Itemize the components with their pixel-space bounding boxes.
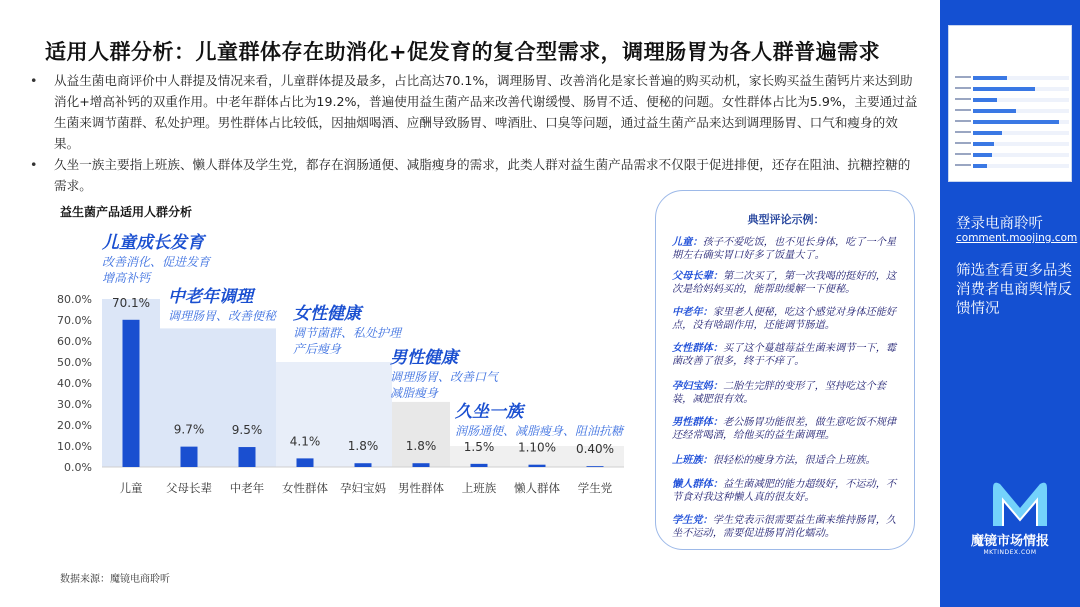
y-tick-label: 30.0% [57,398,92,411]
x-category-label: 男性群体 [398,481,444,495]
x-category-label: 上班族 [461,481,497,495]
y-tick-label: 20.0% [57,419,92,432]
bullet-item: • 从益生菌电商评价中人群提及情况来看，儿童群体提及最多，占比高达70.1%，调理肠胃、改善消化是家长普遍的购买动机，家长购买益生菌钙片来达到助消化+增高补钙的双重作用。中老年群体占比为19.2%，普遍使用益生菌产品来改善代谢缓慢、肠胃不适、便秘的问题。女性群体占比为5.9%，主要通过益生菌来调节菌群、私处护理。男性群体占比较低，因抽烟喝酒、应酬导致肠胃、啤酒肚、口臭等问题，通过益生菌产品来达到调理肠胃、口气和瘦身的效果。 [30,70,922,154]
review-audience: 学生党： [672,515,713,526]
group-description: 调理肠胃、改善便秘 [168,309,277,323]
review-panel [655,190,915,550]
x-category-label: 父母长辈 [166,481,212,495]
sidebar-description: 筛选查看更多品类消费者电商舆情反馈情况 [956,263,1072,317]
brand-logo-icon [985,478,1055,528]
review-text: 学生党表示很需要益生菌来维持肠胃，久坐不运动，需要促进肠胃消化蠕动。 [672,515,897,539]
review-audience: 儿童： [672,237,703,248]
review-text: 第二次买了，第一次我喝的挺好的，这次是给妈妈买的，能帮助缓解一下便秘。 [672,271,897,295]
review-item [672,343,906,368]
bar [297,458,314,467]
review-text: 益生菌减肥的能力超级好，不运动，不节食对我这种懒人真的很友好。 [672,479,897,503]
brand-name: 魔镜市场情报 [970,534,1049,549]
group-description: 调理肠胃、改善口气 [390,370,499,384]
bar-value-label: 0.40% [575,442,615,457]
bar [355,463,372,467]
bar-value-label: 9.7% [173,422,205,437]
thumbnail-row [955,87,1069,93]
summary-bullets [30,70,922,196]
review-audience: 女性群体： [672,343,723,354]
y-tick-label: 0.0% [64,461,92,474]
review-audience: 孕妇宝妈： [672,381,723,392]
review-item [672,417,906,442]
y-tick-label: 70.0% [57,314,92,327]
review-text: 二胎生完胖的变形了，坚持吃这个套装，减肥很有效。 [672,381,886,405]
page-title: 适用人群分析：儿童群体存在助消化+促发育的复合型需求，调理肠胃为各人群普遍需求 [45,40,881,64]
thumbnail-row [955,120,1069,126]
bar [413,463,430,467]
group-title: 女性健康 [293,304,361,324]
y-tick-label: 10.0% [57,440,92,453]
review-text: 老公肠胃功能很差，做生意吃饭不规律还经常喝酒，给他买的益生菌调理。 [672,417,897,441]
thumbnail-row [955,153,1069,159]
group-description: 增高补钙 [102,271,151,285]
review-panel-title: 典型评论示例： [747,213,825,226]
login-link[interactable]: 登录电商聆听 [956,216,1043,232]
group-description: 润肠通便、减脂瘦身、阻油抗糖 [455,424,624,438]
review-audience: 父母长辈： [672,271,723,282]
group-panel [392,402,450,467]
group-description: 改善消化、促进发育 [102,255,211,269]
y-tick-label: 60.0% [57,335,92,348]
bar-value-label: 1.8% [405,439,437,454]
group-title: 儿童成长发育 [102,233,204,253]
group-title: 男性健康 [390,348,458,368]
review-text: 很轻松的瘦身方法，很适合上班族。 [712,455,876,466]
y-tick-label: 80.0% [57,293,92,306]
bar [587,466,604,467]
thumbnail-row [955,109,1069,115]
review-text: 孩子不爱吃饭，也不见长身体，吃了一个星期左右确实胃口好多了饭量大了。 [672,237,897,261]
group-description: 减脂瘦身 [390,386,439,400]
x-category-label: 女性群体 [282,481,328,495]
thumbnail-row [955,76,1069,82]
x-category-label: 学生党 [577,481,613,495]
bar-value-label: 1.10% [517,440,557,455]
bar-chart [0,215,650,505]
thumbnail-row [955,131,1069,137]
thumbnail-row [955,98,1069,104]
bar-value-label: 70.1% [111,296,151,310]
x-category-label: 孕妇宝妈 [340,481,386,495]
review-item [672,515,906,540]
site-url-link[interactable]: comment.moojing.com [956,232,1078,244]
y-tick-label: 50.0% [57,356,92,369]
bar [471,464,488,467]
review-audience: 男性群体： [672,417,723,428]
review-audience: 中老年： [672,307,713,318]
brand-domain: MKTINDEX.COM [983,549,1037,556]
group-panel [160,328,276,467]
review-item [672,271,906,296]
review-item [672,381,906,406]
bar [181,447,198,467]
thumbnail-row [955,142,1069,148]
bar [239,447,256,467]
chart-title: 益生菌产品适用人群分析 [60,205,193,219]
group-description: 产后瘦身 [293,342,342,356]
data-source: 数据来源：魔镜电商聆听 [60,574,170,585]
x-category-label: 儿童 [119,481,143,495]
review-item [672,455,906,468]
x-category-label: 中老年 [229,481,265,495]
bar-value-label: 4.1% [289,434,321,449]
bullet-item: • 久坐一族主要指上班族、懒人群体及学生党，都存在润肠通便、减脂瘦身的需求，此类人群对益生菌产品需求不仅限于促进排便，还存在阻油、抗糖控糖的需求。 [30,154,922,196]
bar-value-label: 9.5% [231,423,263,438]
bar-value-label: 1.5% [463,439,495,454]
review-item [672,307,906,332]
group-description: 调节菌群、私处护理 [293,326,402,340]
review-text: 家里老人便秘，吃这个感觉对身体还能好点，没有啥副作用，还能调节肠道。 [672,307,897,331]
thumbnail-row [955,164,1069,170]
review-audience: 上班族： [672,455,713,466]
group-title: 久坐一族 [455,402,523,422]
review-item [672,237,906,262]
review-text: 买了这个蔓越莓益生菌来调节一下，霉菌改善了很多，终于不痒了。 [672,343,897,367]
preview-thumbnail[interactable] [948,25,1072,182]
review-audience: 懒人群体： [672,479,723,490]
bar [529,465,546,467]
review-item [672,479,906,504]
bar-value-label: 1.8% [347,439,379,454]
y-tick-label: 40.0% [57,377,92,390]
group-title: 中老年调理 [168,287,253,307]
bar [123,320,140,467]
x-category-label: 懒人群体 [514,481,560,495]
